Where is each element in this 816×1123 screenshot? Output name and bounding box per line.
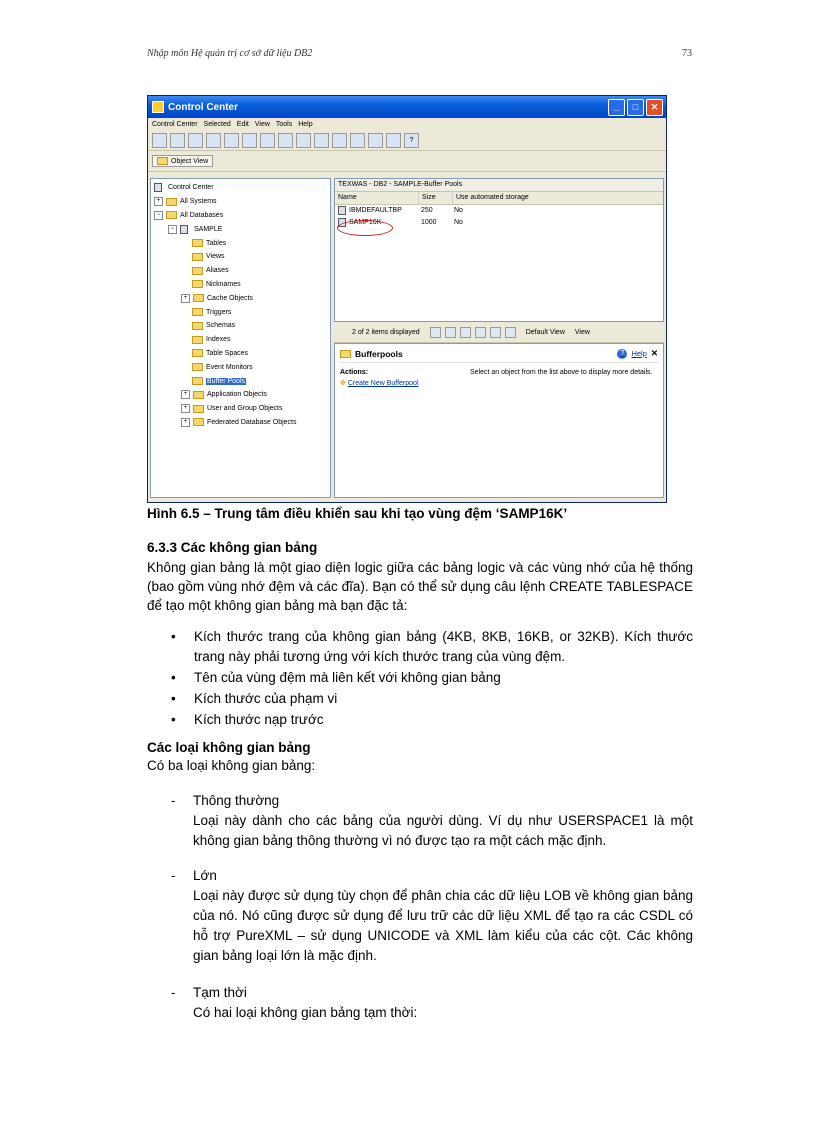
tree-item[interactable]: Aliases — [154, 264, 330, 278]
details-hint: Select an object from the list above to display more details. — [470, 369, 653, 376]
type-item: - Lớn Loại này được sử dụng tùy chọn để phân chia các dữ liệu LOB về không gian bảng của nó. Nó cũng được sử dụng để lưu trữ các dữ liệu XML để tạo ra các CSDL có hỗ trợ PureXML – sử dụng UNICODE và XML làm kiểu của các cột. Các không gian bảng loại lớn là mặc định. — [171, 866, 693, 966]
tree-item[interactable]: Table Spaces — [154, 347, 330, 361]
column-header-size[interactable]: Size — [419, 192, 453, 204]
grid-status-bar — [334, 322, 664, 343]
folder-icon — [193, 294, 204, 302]
tool-icon[interactable] — [242, 133, 257, 148]
tree-item[interactable]: + All Systems — [154, 195, 330, 209]
close-window-button[interactable]: ✕ — [646, 99, 663, 116]
menu-view[interactable]: View — [254, 120, 270, 128]
tool-icon[interactable] — [314, 133, 329, 148]
highlight-circle — [337, 220, 393, 236]
folder-icon — [192, 253, 203, 261]
action-icon: ✥ — [340, 380, 348, 387]
tool-icon[interactable] — [490, 327, 501, 338]
window-titlebar — [148, 96, 666, 118]
tree-item[interactable]: Nicknames — [154, 278, 330, 292]
type-desc: Loại này được sử dụng tùy chọn để phân chia các dữ liệu LOB về không gian bảng của nó. Nó cũng được sử dụng để lưu trữ các dữ liệu XML để tạo ra các CSDL có hỗ trợ PureXML – sử dụng UNICODE và XML làm kiểu của các cột. Các không gian bảng loại lớn là mặc định. — [193, 888, 693, 963]
tool-icon[interactable] — [260, 133, 275, 148]
table-row[interactable]: IBMDEFAULTBP 250 No — [335, 205, 663, 217]
type-name: Lớn — [193, 868, 217, 883]
tree-item-selected[interactable]: Buffer Pools — [154, 374, 330, 388]
tool-icon[interactable] — [170, 133, 185, 148]
tool-icon[interactable] — [296, 133, 311, 148]
folder-icon — [192, 267, 203, 275]
tree-item[interactable]: Control Center — [154, 181, 330, 195]
tool-icon[interactable] — [505, 327, 516, 338]
grid-title: TEXWAS - DB2 - SAMPLE-Buffer Pools — [335, 179, 663, 192]
folder-icon — [340, 350, 351, 358]
tree-item[interactable]: Indexes — [154, 333, 330, 347]
folder-icon — [166, 211, 177, 219]
database-icon — [180, 225, 188, 234]
tree-item[interactable]: − SAMPLE — [154, 222, 330, 236]
column-header-auto[interactable]: Use automated storage — [456, 194, 529, 201]
type-item: - Thông thường Loại này dành cho các bảng của người dùng. Ví dụ như USERSPACE1 là một không gian bảng thông thường vì nó được tạo ra một cách mặc định. — [171, 791, 693, 851]
figure-caption: Hình 6.5 – Trung tâm điều khiển sau khi tạo vùng đệm ‘SAMP16K’ — [147, 506, 568, 521]
tool-icon[interactable] — [332, 133, 347, 148]
tool-icon[interactable] — [224, 133, 239, 148]
buffer-pools-grid — [334, 178, 664, 322]
tree-item[interactable]: Tables — [154, 236, 330, 250]
types-intro: Có ba loại không gian bảng: — [147, 758, 316, 773]
close-details-button[interactable]: ✕ — [650, 348, 658, 358]
folder-icon — [192, 280, 203, 288]
details-pane — [334, 343, 664, 498]
actions-label: Actions: — [340, 369, 368, 376]
section-title: 6.3.3 Các không gian bảng — [147, 540, 318, 555]
tool-icon[interactable] — [430, 327, 441, 338]
toolbar — [148, 130, 666, 151]
tool-icon[interactable] — [386, 133, 401, 148]
folder-icon — [192, 349, 203, 357]
items-count: 2 of 2 items displayed — [352, 328, 420, 336]
folder-icon — [193, 418, 204, 426]
control-center-screenshot — [147, 95, 667, 503]
folder-open-icon — [192, 377, 203, 385]
folder-icon — [192, 308, 203, 316]
column-header-name[interactable]: Name — [335, 192, 419, 204]
type-desc: Có hai loại không gian bảng tạm thời: — [193, 1005, 418, 1020]
folder-icon — [193, 391, 204, 399]
folder-icon — [192, 336, 203, 344]
help-icon[interactable]: ? — [404, 133, 419, 148]
type-name: Tạm thời — [193, 985, 247, 1000]
tree-item[interactable]: + User and Group Objects — [154, 402, 330, 416]
tree-item[interactable]: − All Databases — [154, 209, 330, 223]
menu-control-center[interactable]: Control Center — [152, 120, 198, 128]
intro-paragraph: Không gian bảng là một giao diện logic giữa các bảng logic và các vùng nhớ của hệ thống (bao gồm vùng nhớ đệm và các đĩa). Bạn có thể sử dụng câu lệnh CREATE TABLESPACE để tạo một không gian bảng mà bạn đặc tả: — [147, 560, 693, 613]
create-bufferpool-link[interactable]: Create New Bufferpool — [347, 380, 419, 387]
menu-selected[interactable]: Selected — [203, 120, 231, 128]
object-view-bar — [148, 151, 666, 172]
tree-item[interactable]: + Federated Database Objects — [154, 416, 330, 430]
bufferpool-icon — [338, 206, 346, 215]
minimize-button[interactable]: _ — [608, 99, 625, 116]
list-item: • Kích thước nạp trước — [171, 710, 693, 730]
window-title: Control Center — [168, 101, 238, 113]
help-link[interactable]: ? Help — [617, 349, 646, 359]
tool-icon[interactable] — [460, 327, 471, 338]
view-button[interactable]: View — [574, 328, 590, 336]
object-tree — [150, 178, 331, 498]
details-title: Bufferpools — [355, 348, 403, 359]
tool-icon[interactable] — [350, 133, 365, 148]
tree-item[interactable]: Event Monitors — [154, 360, 330, 374]
folder-icon — [157, 157, 168, 165]
tool-icon[interactable] — [206, 133, 221, 148]
menu-bar — [148, 118, 666, 130]
help-icon: ? — [617, 349, 627, 359]
list-item: • Kích thước trang của không gian bảng (4KB, 8KB, 16KB, or 32KB). Kích thước trang này phải tương ứng với kích thước trang của vùng đệm. — [171, 627, 693, 667]
tool-icon[interactable] — [278, 133, 293, 148]
tool-icon[interactable] — [475, 327, 486, 338]
filter-tools — [430, 327, 516, 338]
bullet-list — [171, 627, 693, 731]
control-center-icon — [154, 183, 162, 192]
object-view-button[interactable]: Object View — [152, 155, 213, 167]
grid-header — [335, 192, 663, 205]
folder-icon — [166, 198, 177, 206]
tree-item[interactable]: + Cache Objects — [154, 291, 330, 305]
tool-icon[interactable] — [152, 133, 167, 148]
page-number: 73 — [682, 48, 692, 59]
tool-icon[interactable] — [445, 327, 456, 338]
tool-icon[interactable] — [368, 133, 383, 148]
type-name: Thông thường — [193, 793, 280, 808]
tree-item[interactable]: Views — [154, 250, 330, 264]
type-item: - Tạm thời Có hai loại không gian bảng tạm thời: — [171, 983, 693, 1023]
default-view-select[interactable]: Default View — [525, 328, 565, 336]
maximize-button[interactable]: □ — [627, 99, 644, 116]
folder-icon — [192, 322, 203, 330]
running-header: Nhập môn Hệ quản trị cơ sở dữ liệu DB2 — [147, 48, 313, 59]
list-item: • Kích thước của phạm vi — [171, 689, 693, 709]
tree-item[interactable]: Triggers — [154, 305, 330, 319]
tree-item[interactable]: Schemas — [154, 319, 330, 333]
folder-icon — [192, 239, 203, 247]
subsection-title: Các loại không gian bảng — [147, 740, 311, 755]
list-item: • Tên của vùng đệm mà liên kết với không gian bảng — [171, 668, 693, 688]
folder-icon — [193, 405, 204, 413]
tool-icon[interactable] — [188, 133, 203, 148]
menu-tools[interactable]: Tools — [275, 120, 293, 128]
menu-help[interactable]: Help — [298, 120, 313, 128]
app-icon — [152, 101, 164, 113]
table-row[interactable]: SAMP16K 1000 No — [335, 217, 663, 229]
type-desc: Loại này dành cho các bảng của người dùng. Ví dụ như USERSPACE1 là một không gian bảng thông thường vì nó được tạo ra một cách mặc định. — [193, 813, 693, 848]
menu-edit[interactable]: Edit — [236, 120, 249, 128]
folder-icon — [192, 363, 203, 371]
tree-item[interactable]: + Application Objects — [154, 388, 330, 402]
